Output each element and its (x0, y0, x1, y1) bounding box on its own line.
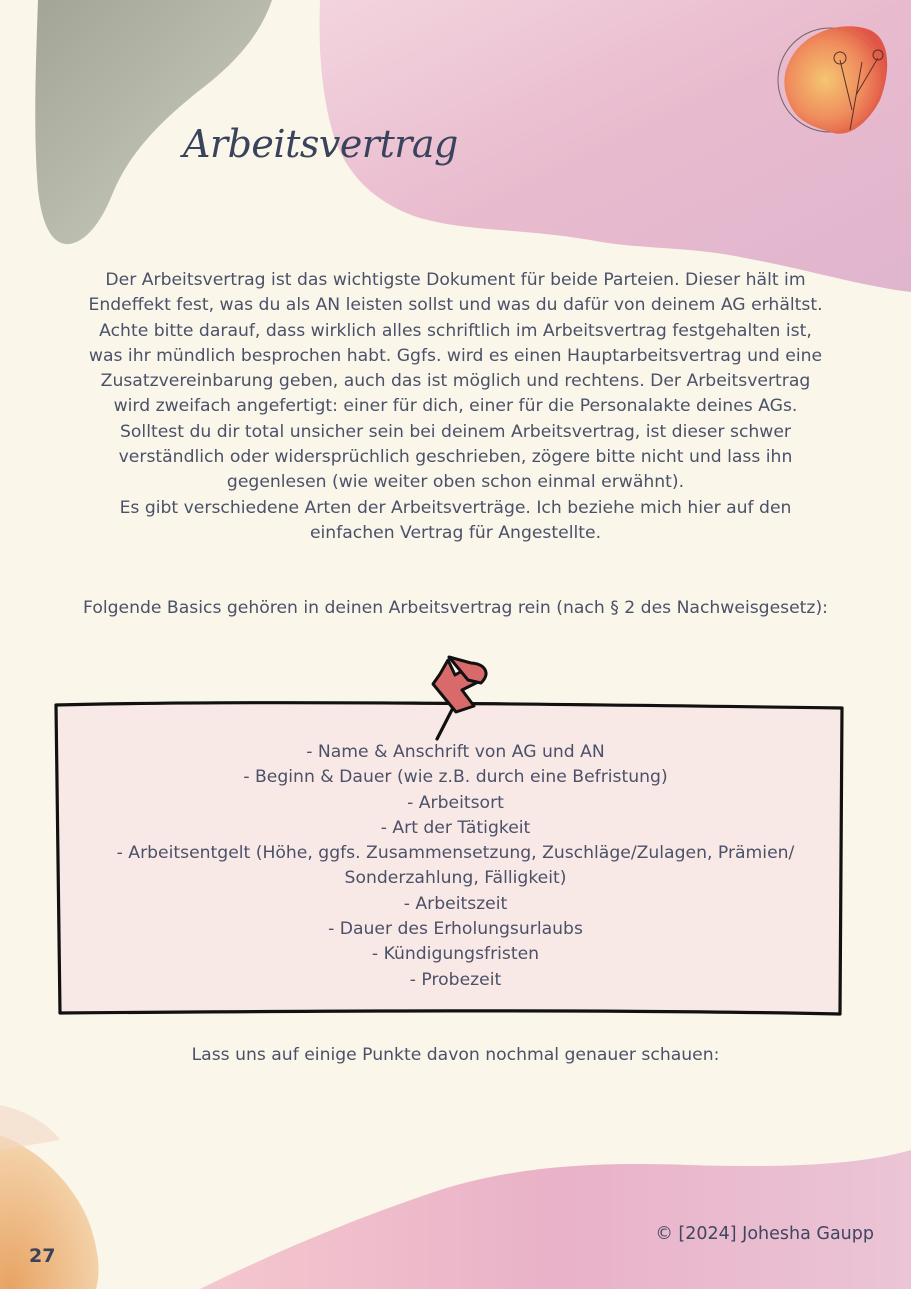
page-number: 27 (29, 1245, 56, 1267)
list-item: - Beginn & Dauer (wie z.B. durch eine Befristung) (243, 767, 668, 788)
intro-paragraph: Der Arbeitsvertrag ist das wichtigste Dokument für beide Parteien. Dieser hält im Endeffekt fest, was du als AN leisten sollst und was du dafür von deinem AG erhältst. Achte bitte darauf, dass wirklich alles schriftlich im Arbeitsvertrag festgehalten ist, was ihr mündlich besprochen habt. Ggfs. wird es einen Hauptarbeitsvertrag und eine Zusatzvereinbarung geben, auch das ist möglich und rechtens. Der Arbeitsvertrag wird zweifach angefertigt: einer für dich, einer für die Personalakte deines AGs. Solltest du dir total unsicher sein bei deinem Arbeitsvertrag, ist dieser schwer verständlich oder widersprüchlich geschrieben, zögere bitte nicht und lass ihn gegenlesen (wie weiter oben schon einmal erwähnt). (88, 270, 823, 493)
copyright-notice: © [2024] Johesha Gaupp (655, 1224, 874, 1244)
list-item: - Arbeitsentgelt (Höhe, ggfs. Zusammensetzung, Zuschläge/Zulagen, Prämien/ Sonderzahlung, Fälligkeit) (116, 843, 795, 889)
list-item: - Name & Anschrift von AG und AN (306, 742, 605, 762)
closing-text: Lass uns auf einige Punkte davon nochmal genauer schauen: (191, 1045, 720, 1065)
list-item: - Arbeitsort (407, 792, 504, 813)
list-item: - Dauer des Erholungsurlaubs (328, 919, 583, 940)
intro-paragraph: Es gibt verschiedene Arten der Arbeitsverträge. Ich beziehe mich hier auf den einfachen Vertrag für Angestellte. (119, 497, 792, 543)
list-item: - Kündigungsfristen (371, 944, 540, 965)
list-item: - Art der Tätigkeit (380, 817, 531, 838)
basics-intro: Folgende Basics gehören in deinen Arbeitsvertrag rein (nach § 2 des Nachweisgesetz): (83, 598, 828, 618)
page-title: Arbeitsvertrag (183, 122, 458, 166)
list-item: - Arbeitszeit (403, 893, 508, 914)
list-item: - Probezeit (409, 969, 502, 990)
basics-list (80, 740, 831, 993)
